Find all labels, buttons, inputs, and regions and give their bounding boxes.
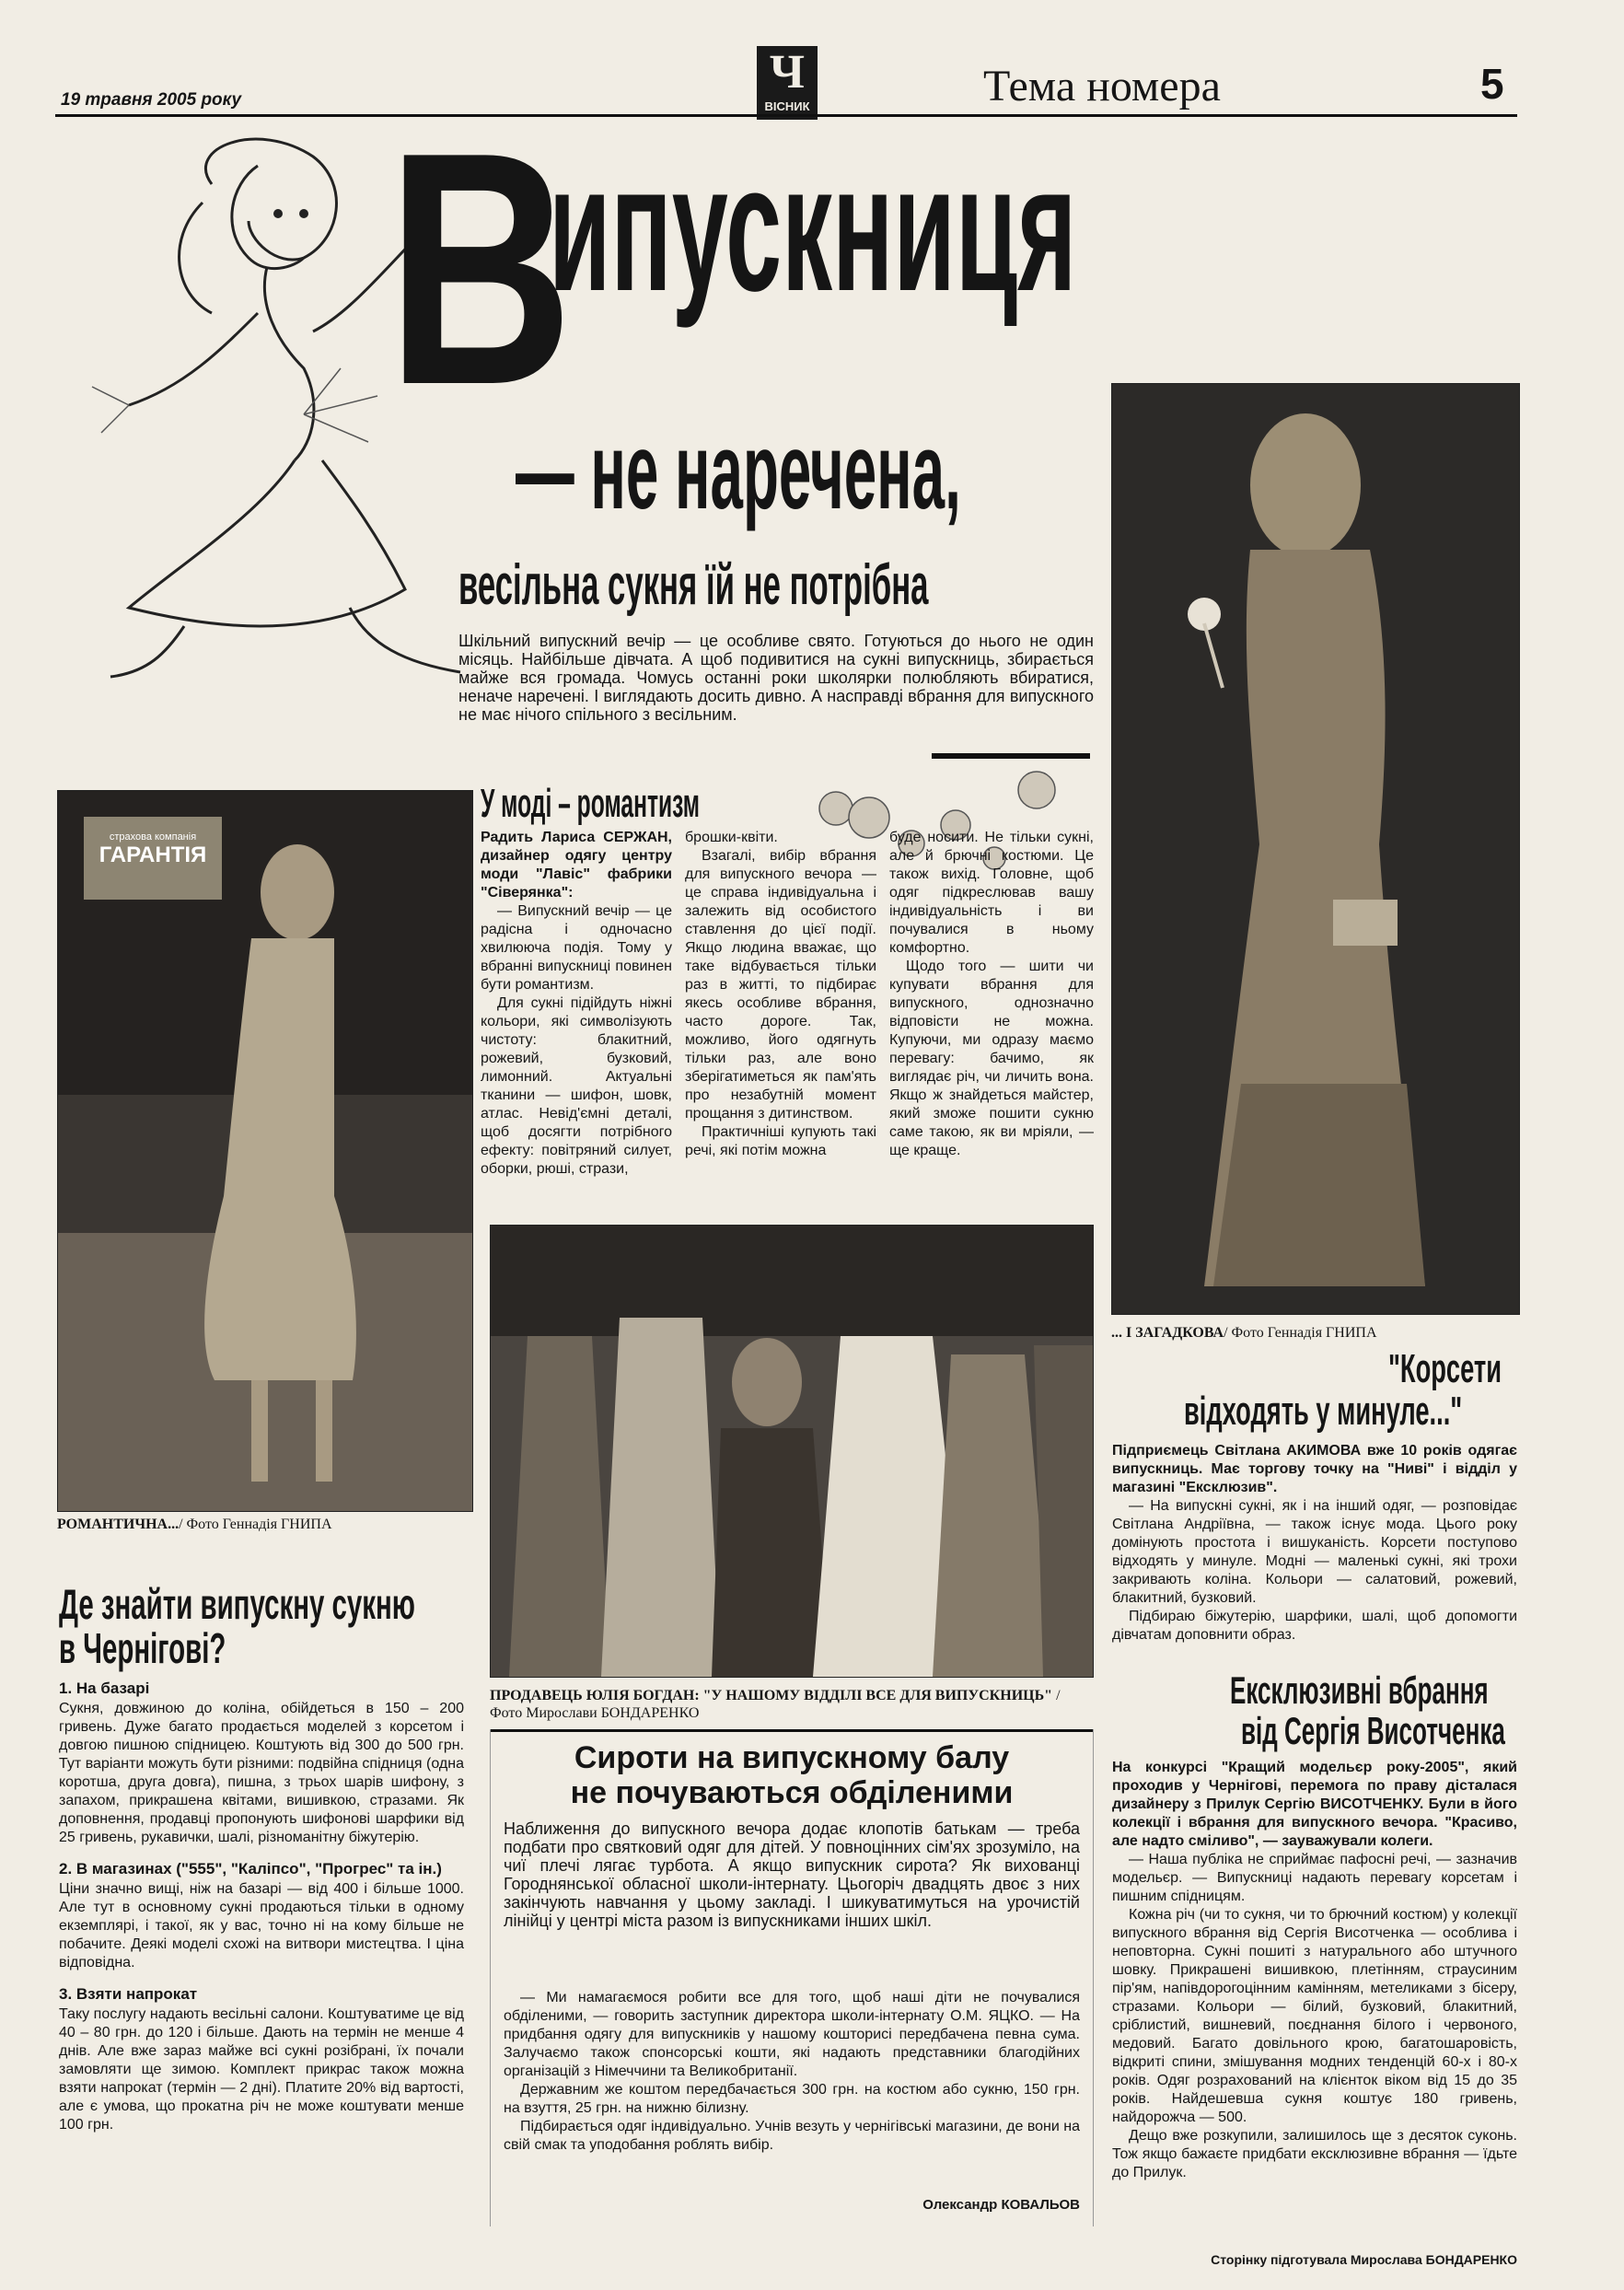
romance-col2-p1: брошки-квіти. xyxy=(685,830,778,845)
exclusive-title-line2: від Сергія Висотченка xyxy=(1241,1709,1505,1752)
romance-col2-p2: Взагалі, вибір вбрання для випускного вечора — це справа індивідуальна і залежить від особистого ставлення до цієї події. Якщо людина вважає, що таке відбувається тільки раз в житті, то підбирає якесь особливе вбрання, часто дороге. Так, можливо, його одягнуть тільки раз, але воно зберігатиметься як пам'ять про незабутній момент прощання з дитинством. xyxy=(685,848,876,1122)
page-header xyxy=(0,0,1624,120)
photo-center-caption xyxy=(490,1687,1092,1722)
corsets-title-line1: "Корсети xyxy=(1388,1346,1502,1391)
where-s1-text: Сукня, довжиною до коліна, обійдеться в 150 – 200 гривень. Дуже багато продається моделей з корсетом і довгою пишною спідницею. Коштують від 300 до 500 грн. Тут варіанти можуть бути різними: подвійна спідниця (одна коротша, друга довга), пишна, з трьох шарів шифону, з запахом, прикрашена квітами, вишивкою, стразами. Як доповнення, продавці пропонують шифонові шарфики від 25 гривень, рукавички, шалі, різноманітну біжутерію. xyxy=(59,1701,464,1845)
headline-big-letter: В xyxy=(387,84,574,454)
header-rule xyxy=(55,114,1517,117)
photo-left-caption-credit: / Фото Геннадія ГНИПА xyxy=(179,1517,332,1532)
romance-col2 xyxy=(685,829,876,1160)
corsets-body xyxy=(1112,1442,1517,1645)
corsets-p2: — На випускні сукні, як і на інший одяг, — розповідає Світлана Андріївна, — також існує мода. Цього року домінують простота і вишуканість. Корсети поступово відходять у минуле. Модні — маленькі сукні, які трохи закривають коліна. Кольори — салатовий, рожевий, блакитний, бузковий. xyxy=(1112,1498,1517,1606)
exclusive-title-line1: Ексклюзивні вбрання xyxy=(1230,1668,1489,1712)
where-title-line1: Де знайти випускну сукню xyxy=(59,1580,415,1628)
lead-paragraph: Шкільний випускний вечір — це особливе свято. Готуються до нього не один місяць. Найбільше дівчата. А щоб подивитися на сукні випускниць, збирається майже вся громада. Чомусь останні роки школярки полюбляють вбиратися, неначе наречені. І виглядають досить дивно. А насправді вбрання для випускного не має нічого спільного з весільним. xyxy=(458,632,1094,724)
photo-right-caption-bold: ... І ЗАГАДКОВА xyxy=(1111,1325,1224,1341)
photo-center-scene xyxy=(491,1226,1093,1677)
photo-right-caption xyxy=(1111,1324,1518,1342)
headline-word: ипускниця xyxy=(549,127,1077,329)
where-s3-title: 3. Взяти напрокат xyxy=(59,1985,198,2003)
banner-insurance xyxy=(84,831,222,868)
orphans-box xyxy=(490,1729,1094,2226)
exclusive-p1: На конкурсі "Кращий модельєр року-2005", який проходив у Чернігові, перемога по праву дісталася дизайнеру з Прилук Сергію ВИСОТЧЕНКУ. Були в його колекції і вбрання для випускного вечора. "Красиво, але надто сміливо", — зауважували колеги. xyxy=(1112,1760,1517,1849)
exclusive-p4: Дещо вже розкупили, залишилось ще з десяток суконь. Тож якщо бажаєте придбати ексклюзивне вбрання — їдьте до Прилук. xyxy=(1112,2128,1517,2180)
orphans-p1: — Ми намагаємося робити все для того, щоб наші діти не почувалися обділеними, — говорить заступник директора школи-інтернату О.М. ЯЦКО. — На придбання одягу для випускників у нашому кошторисі передбачена певна сума. Залучаємо також спонсорські кошти, які надають представники благодійних організацій з Німеччини та Великобританії. xyxy=(504,1990,1080,2079)
corsets-p1: Підприємець Світлана АКИМОВА вже 10 років одягає випускниць. Має торгову точку на "Ниві" і відділ у магазині "Ексклюзив". xyxy=(1112,1443,1517,1495)
corsets-title-line2: відходять у минуле..." xyxy=(1184,1389,1463,1434)
page-number: 5 xyxy=(1480,60,1504,108)
romance-col1-p1: Радить Лариса СЕРЖАН, дизайнер одягу центру моди "Лавіс" фабрики "Сіверянка": xyxy=(481,830,672,901)
orphans-author: Олександр КОВАЛЬОВ xyxy=(922,2197,1080,2213)
page-credit: Сторінку підготувала Мирослава БОНДАРЕНКО xyxy=(1211,2252,1517,2267)
photo-figure xyxy=(1112,384,1519,1314)
orphans-p2: Державним же коштом передбачається 300 грн. на костюм або сукню, 150 грн. на взуття, 25 грн. на нижню білизну. xyxy=(504,2082,1080,2116)
where-title-line2: в Чернігові? xyxy=(59,1624,226,1672)
banner-small-text: страхова компанія xyxy=(109,831,197,843)
romance-col3 xyxy=(889,829,1094,1160)
photo-left-scene xyxy=(58,791,472,1511)
orphans-top-rule xyxy=(491,1729,1093,1732)
where-s2-title: 2. В магазинах ("555", "Каліпсо", "Прогрес" та ін.) xyxy=(59,1860,442,1877)
logo-letter: Ч xyxy=(769,46,806,99)
banner-big-text: ГАРАНТІЯ xyxy=(99,843,207,867)
logo-word: ВІСНИК xyxy=(764,99,810,113)
corsets-p3: Підбираю біжутерію, шарфики, шалі, щоб допомогти дівчатам доповнити образ. xyxy=(1112,1609,1517,1643)
photo-romantic-graduate xyxy=(57,790,473,1512)
lead-end-rule xyxy=(932,753,1090,759)
headline-line3: весільна сукня їй не потрібна xyxy=(458,553,929,617)
photo-left-caption-bold: РОМАНТИЧНА... xyxy=(57,1517,180,1532)
orphans-p3: Підбирається одяг індивідуально. Учнів везуть у чернігівські магазини, де вони на свій смак та уподобання роблять вибір. xyxy=(504,2119,1080,2153)
orphans-title-line1: Сироти на випускному балу xyxy=(574,1740,1010,1775)
romance-col1-p2: — Випускний вечір — це радісна і одночасно хвилююча подія. Тому у вбранні випускниці повинен бути романтизм. xyxy=(481,903,672,993)
exclusive-p2: — Наша публіка не сприймає пафосні речі, — зазначив модельєр. — Випускниці надають перевагу корсетам і пишним спідницям. xyxy=(1112,1852,1517,1904)
where-s1-title: 1. На базарі xyxy=(59,1680,150,1697)
photo-mysterious-graduate xyxy=(1111,383,1520,1315)
where-s2-text: Ціни значно вищі, ніж на базарі — від 400 і більше 1000. Але тут в основному сукні продаються тільки в одному екземплярі, і такої, як у вас, точно ні на кому більше не побачите. Деякі моделі схожі на витвори мистецтва. І ціна відповідна. xyxy=(59,1881,464,1970)
photo-center-caption-credit: / Фото Мирослави БОНДАРЕНКО xyxy=(490,1688,1061,1721)
exclusive-p3: Кожна річ (чи то сукня, чи то брючний костюм) у колекції випускного вбрання від Сергія Висотченка — особлива і неповторна. Сукні пошиті з натурального або штучного шовку. Прикрашені вишивкою, плетінням, страусиним пір'ям, напівдорогоцінним камінням, метеликами з бісеру, стразами. Кольори — білий, бузковий, блакитний, сріблистий, вишневий, поєднання білого і червоного, медовий. Багато довільного крою, багатошаровість, відкриті спини, змішування модних тенденцій 60-х і 80-х років. Одяг розрахований на клієнток віком від 15 до 35 років. Найдешевша сукня коштує 180 гривень, найдорожча — 500. xyxy=(1112,1907,1517,2125)
romance-col3-p2: Щодо того — шити чи купувати вбрання для випускного, однозначно відповісти не можна. Купуючи, ми одразу маємо перевагу: бачимо, як виглядає річ, чи личить вона. Якщо ж знайдеться майстер, який зможе пошити сукню саме такою, як ви мріяли, — ще краще. xyxy=(889,959,1094,1158)
romance-title: У моді – романтизм xyxy=(481,781,701,826)
exclusive-body xyxy=(1112,1759,1517,2182)
issue-date: 19 травня 2005 року xyxy=(61,90,242,110)
photo-right-caption-credit: / Фото Геннадія ГНИПА xyxy=(1224,1325,1377,1341)
romance-col1-p3: Для сукні підійдуть ніжні кольори, які символізують чистоту: блакитний, рожевий, бузковий, лимонний. Актуальні тканини — шифон, шовк, атлас. Невід'ємні деталі, щоб досягти потрібного ефекту: повітряний силует, оборки, рюші, стрази, xyxy=(481,995,672,1177)
photo-shop-seller xyxy=(490,1225,1094,1678)
orphans-lead: Наближення до випускного вечора додає клопотів батькам — треба подбати про святковий одяг для дітей. У повноцінних сім'ях зрозуміло, на чиї плечі лягає турбота. А якщо випускник сирота? Як вихованці Городнянської обласної школи-інтернату. Цьогоріч двадцять двоє з них закінчують навчання у цьому закладі. І шикуватимуться на урочистій лінійці у центрі міста разом із випускниками інших шкіл. xyxy=(504,1819,1080,1930)
romance-col3-p1: буде носити. Не тільки сукні, але й брючні костюми. Це також вихід. Головне, щоб одяг підкреслював вашу індивідуальність і ви почувалися в ньому комфортно. xyxy=(889,830,1094,956)
newspaper-logo xyxy=(757,46,818,120)
where-body xyxy=(59,1672,464,2134)
photo-center-caption-bold: ПРОДАВЕЦЬ ЮЛІЯ БОГДАН: "У НАШОМУ ВІДДІЛІ ВСЕ ДЛЯ ВИПУСКНИЦЬ" xyxy=(490,1688,1053,1703)
where-s3-text: Таку послугу надають весільні салони. Коштуватиме це від 40 – 80 грн. до 120 і більше. Дають на термін не менше 4 днів. Але вже зараз майже всі сукні розібрані, їх почали замовляти ще зимою. Комплект прикрас також можна взяти напрокат (термін — 2 дні). Платите 20% від вартості, але є умова, що прокатна річ не може коштувати менше 100 грн. xyxy=(59,2006,464,2133)
orphans-title-line2: не почуваються обділеними xyxy=(570,1775,1014,1810)
photo-left-caption xyxy=(57,1516,471,1533)
romance-col2-p3: Практичніші купують такі речі, які потім можна xyxy=(685,1124,876,1158)
section-title: Тема номера xyxy=(983,62,1221,110)
orphans-body xyxy=(504,1989,1080,2155)
headline-line2: — не наречена, xyxy=(516,411,961,532)
romance-col1 xyxy=(481,829,672,1179)
